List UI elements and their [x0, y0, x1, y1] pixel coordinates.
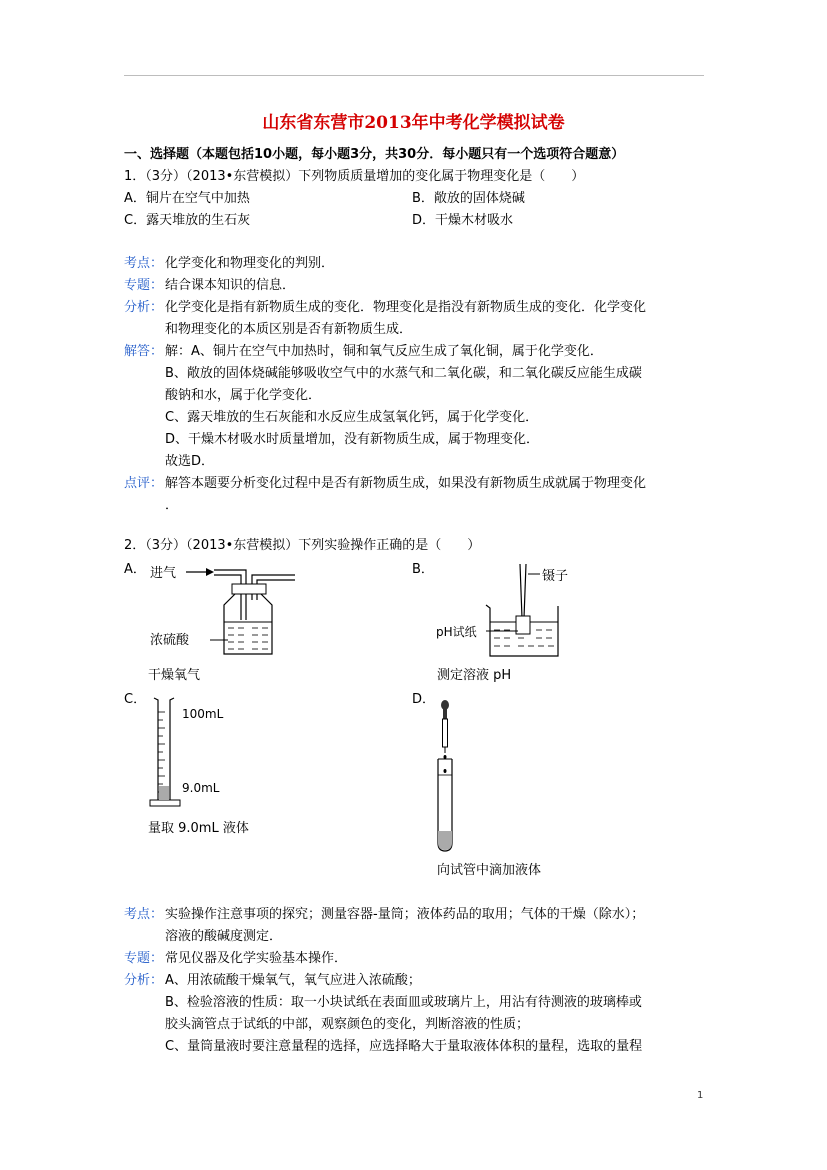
- section-heading: 一、选择题（本题包括10小题，每小题3分，共30分．每小题只有一个选项符合题意）: [124, 147, 625, 162]
- gas-drying-bottle-figure: [140, 560, 300, 665]
- q2-stem: 2．（3分）（2013•东营模拟）下列实验操作正确的是（ ）: [124, 538, 481, 553]
- q2-option-a-label: A．: [124, 562, 146, 577]
- q2-fenxi-line2: B、检验溶液的性质：取一小块试纸在表面皿或玻璃片上，用沾有待测液的玻璃棒或: [165, 995, 642, 1010]
- q2-option-a-caption: 干燥氧气: [148, 668, 201, 683]
- q1-option-a: A．铜片在空气中加热: [124, 191, 250, 206]
- q1-zhuanti: 结合课本知识的信息．: [165, 278, 296, 293]
- ph-test-figure: [430, 560, 580, 665]
- q1-fenxi-line1: 化学变化是指有新物质生成的变化．物理变化是指没有新物质生成的变化．化学变化: [165, 300, 647, 315]
- q1-jieda-line6: 故选D．: [165, 454, 215, 469]
- intake-label: 进气: [150, 566, 177, 581]
- q1-dianping-line1: 解答本题要分析变化过程中是否有新物质生成，如果没有新物质生成就属于物理变化: [165, 476, 647, 491]
- cylinder-capacity-label: 100mL: [182, 707, 224, 721]
- dropper-test-tube-figure: [425, 693, 465, 858]
- q1-jieda-line5: D、干燥木材吸水时质量增加，没有新物质生成，属于物理变化．: [165, 432, 540, 447]
- q2-option-d-label: D．: [412, 692, 436, 707]
- q2-option-c-label: C．: [124, 692, 147, 707]
- q1-jieda-line4: C、露天堆放的生石灰能和水反应生成氢氧化钙，属于化学变化．: [165, 410, 539, 425]
- q1-dianping-label: 点评：: [124, 476, 164, 491]
- q1-kaodian: 化学变化和物理变化的判别．: [165, 256, 335, 271]
- q1-option-d: D．干燥木材吸水: [412, 213, 514, 228]
- q2-fenxi-line3: 胶头滴管点于试纸的中部，观察颜色的变化，判断溶液的性质；: [165, 1017, 530, 1032]
- q1-option-c: C．露天堆放的生石灰: [124, 213, 251, 228]
- q2-option-b-label: B．: [412, 562, 434, 577]
- tweezer-label: 镊子: [542, 569, 569, 584]
- q2-option-d-caption: 向试管中滴加液体: [437, 863, 542, 878]
- q1-kaodian-label: 考点：: [124, 256, 164, 271]
- q2-zhuanti: 常见仪器及化学实验基本操作．: [165, 951, 348, 966]
- page-title: 山东省东营市2013年中考化学模拟试卷: [262, 113, 565, 133]
- q1-dianping-line2: ．: [165, 498, 179, 513]
- q2-kaodian-label: 考点：: [124, 907, 164, 922]
- q2-zhuanti-label: 专题：: [124, 951, 164, 966]
- q1-jieda-line3: 酸钠和水，属于化学变化．: [165, 388, 322, 403]
- q1-option-b: B．敞放的固体烧碱: [412, 191, 525, 206]
- q1-stem: 1．（3分）（2013•东营模拟）下列物质质量增加的变化属于物理变化是（ ）: [124, 169, 585, 184]
- q1-fenxi-line2: 和物理变化的本质区别是否有新物质生成．: [165, 322, 413, 337]
- q2-kaodian-line2: 溶液的酸碱度测定．: [165, 929, 283, 944]
- header-rule: [124, 75, 704, 76]
- q2-option-b-caption: 测定溶液 pH: [437, 668, 512, 683]
- q1-zhuanti-label: 专题：: [124, 278, 164, 293]
- graduated-cylinder-figure: [140, 690, 280, 815]
- q1-jieda-line2: B、敞放的固体烧碱能够吸收空气中的水蒸气和二氧化碳，和二氧化碳反应能生成碳: [165, 366, 642, 381]
- q1-jieda-label: 解答：: [124, 344, 164, 359]
- q2-kaodian-line1: 实验操作注意事项的探究；测量容器-量筒；液体药品的取用；气体的干燥（除水）；: [165, 907, 645, 922]
- q1-fenxi-label: 分析：: [124, 300, 164, 315]
- ph-paper-label: pH试纸: [436, 625, 477, 639]
- acid-label: 浓硫酸: [150, 633, 190, 648]
- q2-fenxi-label: 分析：: [124, 973, 164, 988]
- cylinder-volume-label: 9.0mL: [182, 781, 220, 795]
- q1-jieda-line1: 解：A、铜片在空气中加热时，铜和氧气反应生成了氧化铜，属于化学变化．: [165, 344, 603, 359]
- q2-option-c-caption: 量取 9.0mL 液体: [148, 821, 249, 836]
- q2-fenxi-line1: A、用浓硫酸干燥氧气，氧气应进入浓硫酸；: [165, 973, 421, 988]
- page-number: 1: [697, 1090, 704, 1101]
- q2-fenxi-line4: C、量筒量液时要注意量程的选择，应选择略大于量取液体体积的量程，选取的量程: [165, 1039, 643, 1054]
